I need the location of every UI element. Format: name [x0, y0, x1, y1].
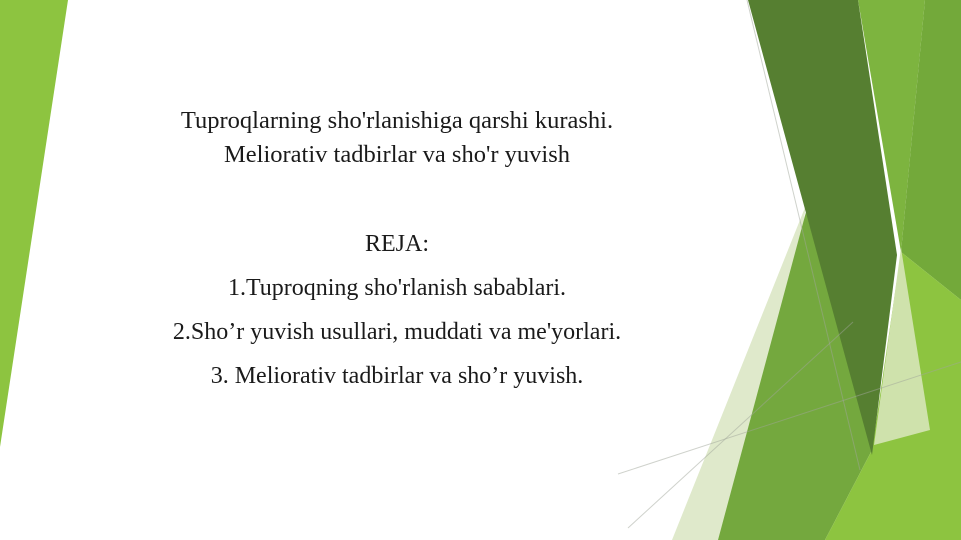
slide-title-line2: Meliorativ tadbirlar va sho'r yuvish: [224, 141, 570, 168]
plan-item-1: 1.Tuproqning sho'rlanish sabablari.: [227, 275, 567, 301]
slide-title: [115, 104, 679, 172]
plan-heading: REJA:: [364, 231, 429, 257]
slide-title-line1: Tuproqlarning sho'rlanishiga qarshi kurashi.: [180, 107, 614, 134]
plan-item-3: 3. Meliorativ tadbirlar va sho’r yuvish.: [210, 363, 584, 389]
plan-item-2: 2.Sho’r yuvish usullari, muddati va me'yorlari.: [172, 319, 622, 345]
plan-list: [115, 222, 679, 398]
